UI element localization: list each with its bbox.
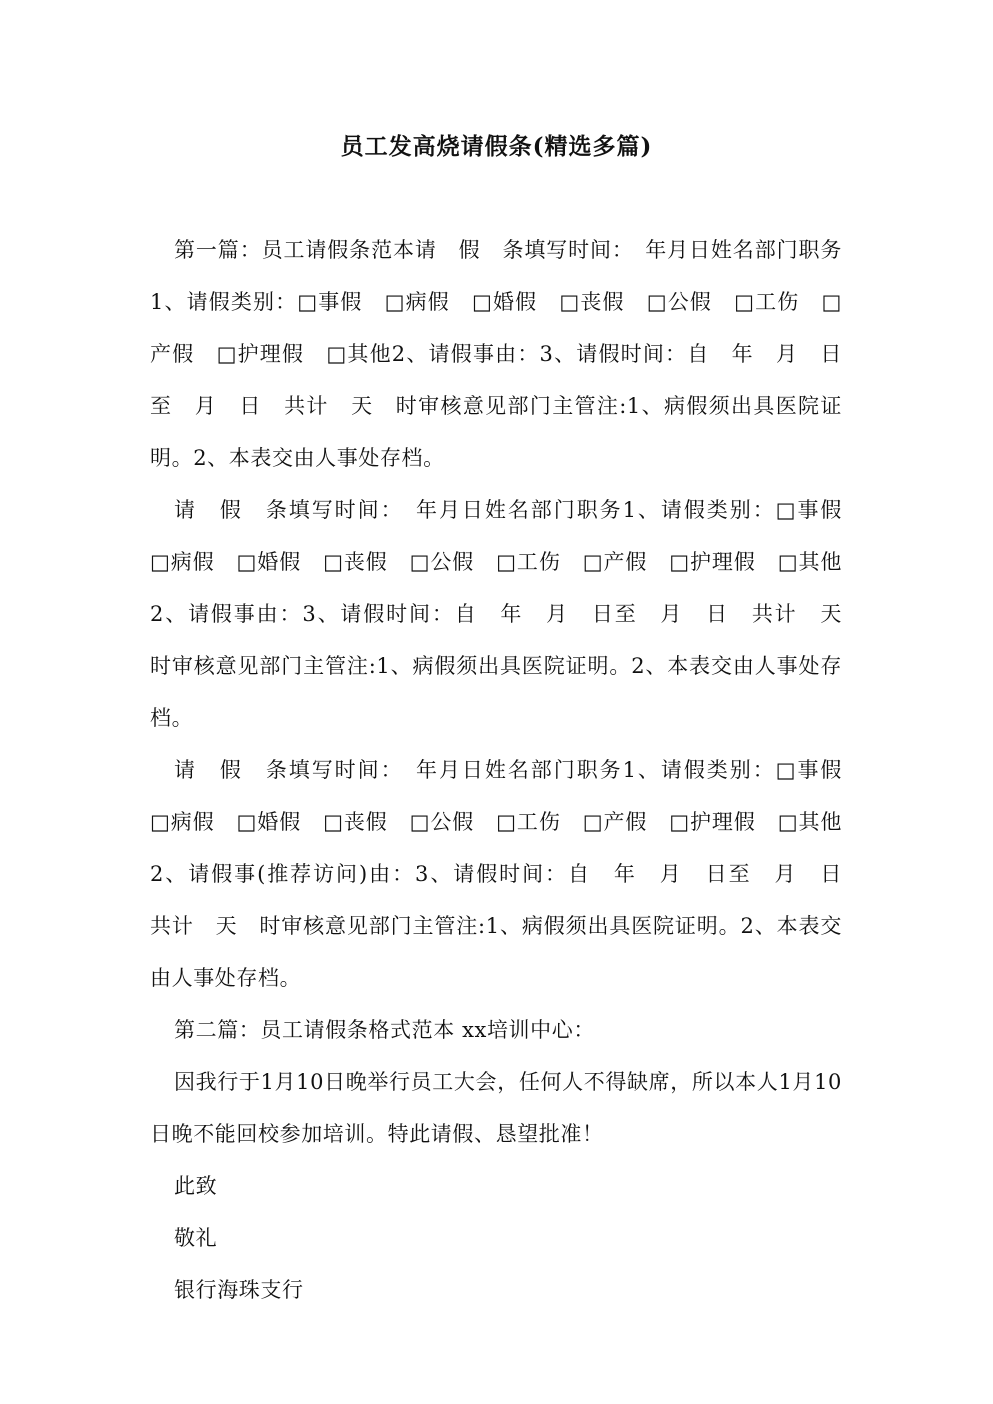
paragraph-regards: 敬礼 bbox=[174, 1226, 218, 1250]
paragraph-signature: 银行海珠支行 bbox=[174, 1278, 304, 1302]
paragraph-section-2-heading: 第二篇：员工请假条格式范本 xx培训中心： bbox=[174, 1018, 595, 1042]
paragraph-template-1: 第一篇：员工请假条范本请 假 条填写时间： 年月日姓名部门职务1、请假类别：□事假 □病假 □婚假 □丧假 □公假 □工伤 □产假 □护理假 □其他2、请假事由：3、请假时间：自 年 月 日至 月 日 共计 天 时审核意见部门主管注:1、病假须出具医院证明。2、本表交由人事处存档。 bbox=[150, 238, 842, 470]
paragraph-salutation: 此致 bbox=[174, 1174, 218, 1198]
paragraph-template-2: 请 假 条填写时间： 年月日姓名部门职务1、请假类别：□事假 □病假 □婚假 □丧假 □公假 □工伤 □产假 □护理假 □其他2、请假事由：3、请假时间：自 年 月 日至 月 日 共计 天 时审核意见部门主管注:1、病假须出具医院证明。2、本表交由人事处存档。 bbox=[150, 498, 864, 730]
paragraph-template-3: 请 假 条填写时间： 年月日姓名部门职务1、请假类别：□事假 □病假 □婚假 □丧假 □公假 □工伤 □产假 □护理假 □其他2、请假事(推荐访问)由：3、请假时间：自 年 月 日至 月 日 共计 天 时审核意见部门主管注:1、病假须出具医院证明。2、本表交由人事处存档。 bbox=[150, 758, 864, 990]
paragraph-leave-reason: 因我行于1月10日晚举行员工大会，任何人不得缺席，所以本人1月10日晚不能回校参加培训。特此请假、恳望批准！ bbox=[150, 1070, 842, 1146]
document-body bbox=[150, 224, 864, 1316]
document-title: 员工发高烧请假条(精选多篇) bbox=[340, 133, 653, 160]
